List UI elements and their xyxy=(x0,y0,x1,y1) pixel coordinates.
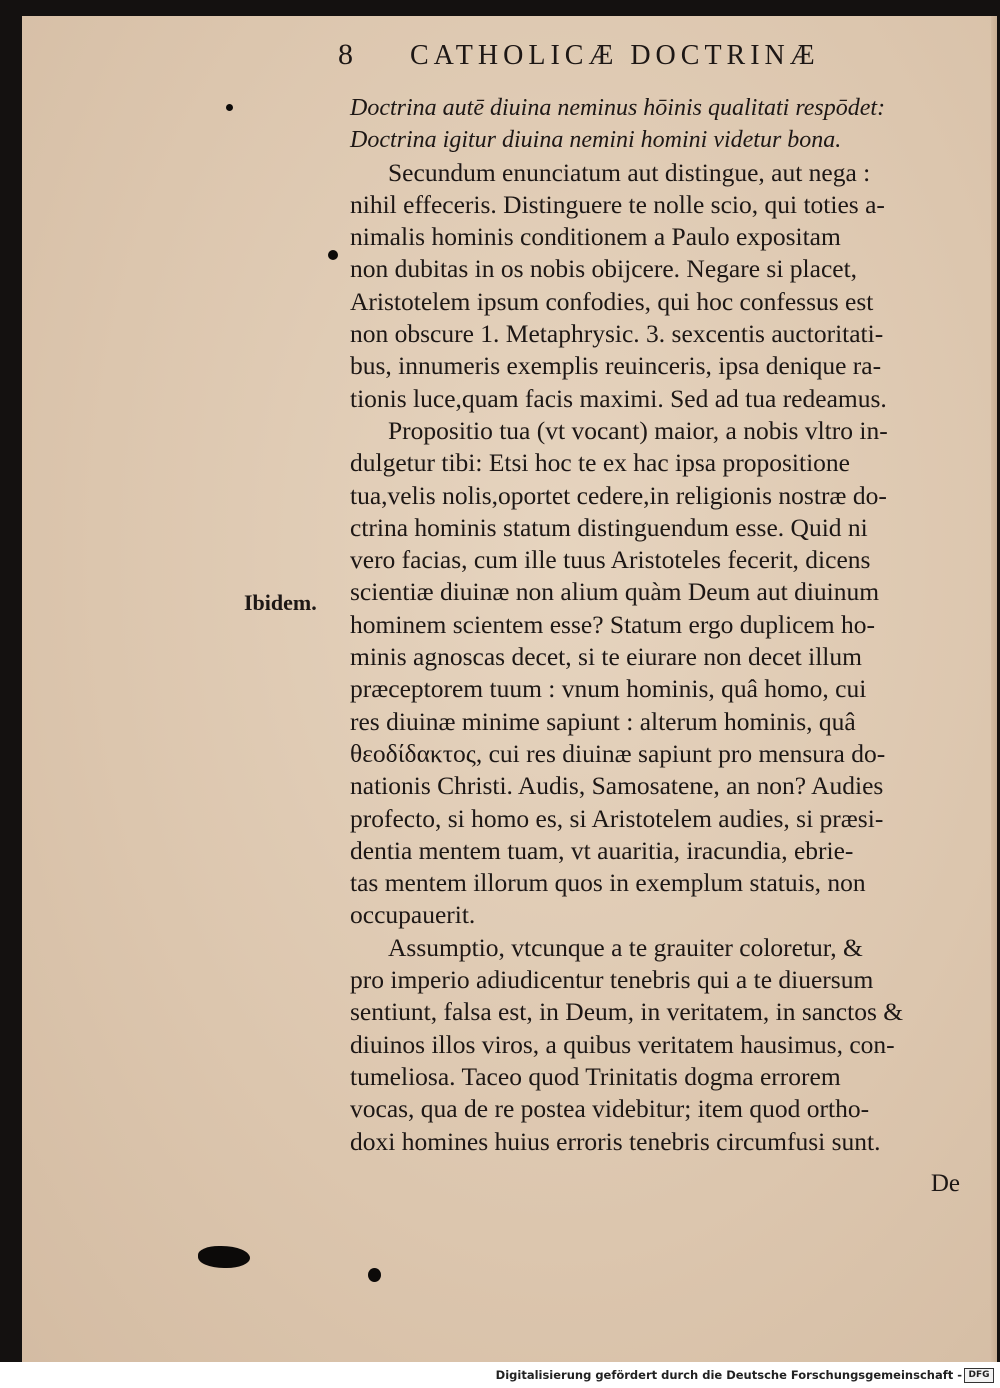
text-line: non dubitas in os nobis obijcere. Negare si placet, xyxy=(350,254,858,284)
ink-spot xyxy=(226,104,233,111)
text-line: Doctrina igitur diuina nemini homini videtur bona. xyxy=(350,127,842,154)
page-edge xyxy=(991,16,997,1362)
text-line: sentiunt, falsa est, in Deum, in veritatem, in sanctos & xyxy=(350,997,904,1027)
text-line: Doctrina autē diuina neminus hōinis qualitati respōdet: xyxy=(350,95,886,121)
text-line: non obscure 1. Metaphrysic. 3. sexcentis auctoritati- xyxy=(350,319,884,349)
text-line: tua,velis nolis,oportet cedere,in religionis nostræ do- xyxy=(350,480,887,510)
text-line: Assumptio, vtcunque a te grauiter coloretur, & xyxy=(388,932,863,962)
text-line: minis agnoscas decet, si te eiurare non decet illum xyxy=(350,642,862,672)
text-line: Secundum enunciatum aut distingue, aut nega : xyxy=(388,157,871,187)
text-line: res diuinæ minime sapiunt : alterum hominis, quâ xyxy=(350,706,856,736)
text-line: pro imperio adiudicentur tenebris qui a te diuersum xyxy=(350,965,874,995)
catchword: De xyxy=(930,1170,960,1197)
body-text xyxy=(350,92,970,1158)
text-line: hominem scientem esse? Statum ergo duplicem ho- xyxy=(350,609,875,639)
running-title: CATHOLICÆ DOCTRINÆ xyxy=(410,40,820,71)
text-line: θεοδίδακτος, cui res diuinæ sapiunt pro mensura do- xyxy=(350,738,886,768)
text-line: ctrina hominis statum distinguendum esse. Quid ni xyxy=(350,512,868,542)
footer-bar xyxy=(0,1362,1000,1388)
ink-spot xyxy=(368,1268,381,1282)
text-line: diuinos illos viros, a quibus veritatem hausimus, con- xyxy=(350,1029,895,1059)
ink-blot xyxy=(198,1246,250,1268)
page-number: 8 xyxy=(338,38,357,71)
text-line: bus, innumeris exemplis reuinceris, ipsa denique ra- xyxy=(350,351,882,381)
text-line: Aristotelem ipsum confodies, qui hoc confessus est xyxy=(350,286,874,316)
text-line: tumeliosa. Taceo quod Trinitatis dogma errorem xyxy=(350,1061,841,1091)
text-line: præceptorem tuum : vnum hominis, quâ homo, cui xyxy=(350,674,867,704)
text-line: vocas, qua de re postea videbitur; item quod ortho- xyxy=(350,1094,870,1124)
dfg-logo: DFG xyxy=(964,1368,994,1383)
text-line: dentia mentem tuam, vt auaritia, iracundia, ebrie- xyxy=(350,835,854,865)
text-line: doxi homines huius erroris tenebris circumfusi sunt. xyxy=(350,1126,881,1156)
text-line: occupauerit. xyxy=(350,900,476,930)
margin-note: Ibidem. xyxy=(244,590,317,615)
text-line: nimalis hominis conditionem a Paulo expositam xyxy=(350,222,841,252)
text-line: vero facias, cum ille tuus Aristoteles fecerit, dicens xyxy=(350,545,871,575)
text-line: dulgetur tibi: Etsi hoc te ex hac ipsa propositione xyxy=(350,448,850,478)
running-head xyxy=(318,38,938,78)
text-line: nationis Christi. Audis, Samosatene, an non? Audies xyxy=(350,771,884,801)
ink-spot xyxy=(328,250,338,260)
text-line: nihil effeceris. Distinguere te nolle scio, qui toties a- xyxy=(350,189,885,219)
footer-credit: Digitalisierung gefördert durch die Deutsche Forschungsgemeinschaft - xyxy=(495,1368,962,1382)
text-line: tas mentem illorum quos in exemplum statuis, non xyxy=(350,868,866,898)
text-line: scientiæ diuinæ non alium quàm Deum aut diuinum xyxy=(350,577,880,607)
text-line: tionis luce,quam facis maximi. Sed ad tua redeamus. xyxy=(350,383,887,413)
text-line: profecto, si homo es, si Aristotelem audies, si præsi- xyxy=(350,803,884,833)
text-line: Propositio tua (vt vocant) maior, a nobis vltro in- xyxy=(388,415,888,445)
